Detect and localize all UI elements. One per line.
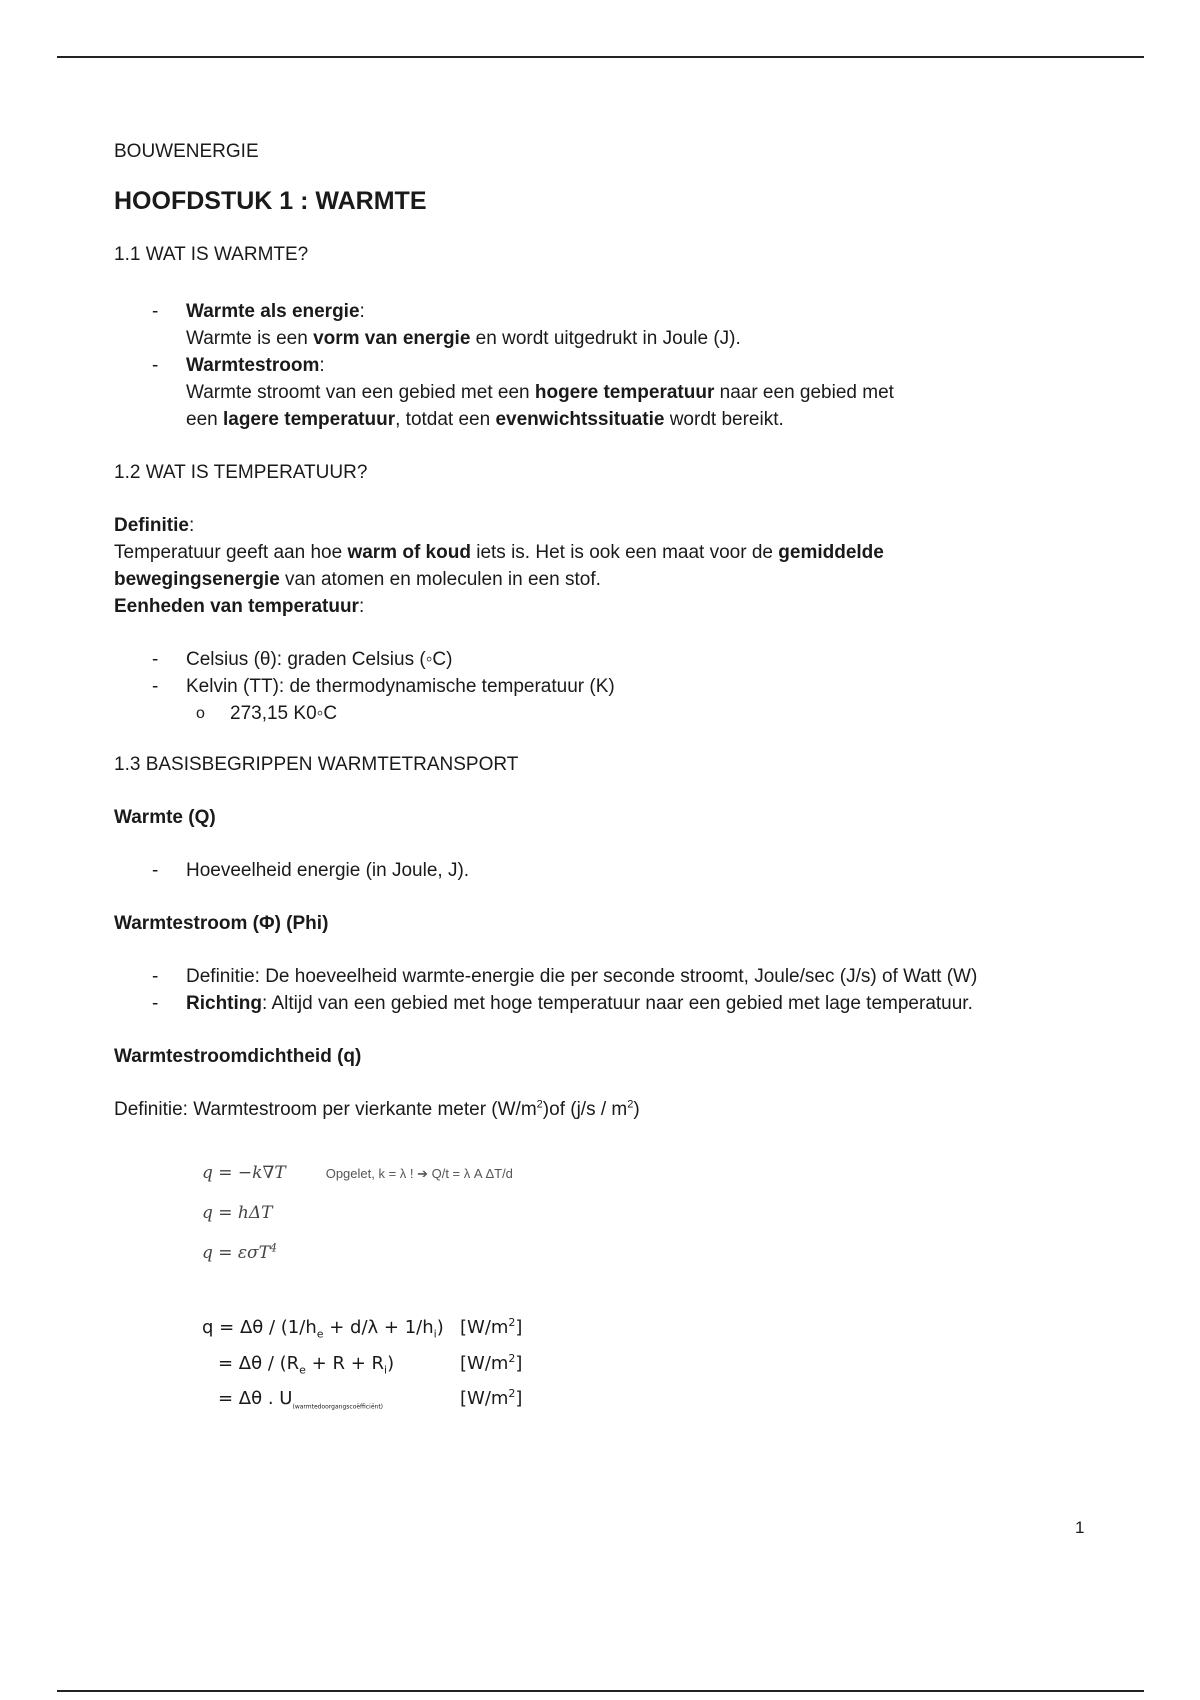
bold-text: Definitie — [114, 515, 189, 536]
text: ) — [633, 1099, 640, 1120]
text: Warmte stroomt van een gebied met een — [186, 382, 535, 403]
text: Warmte is een — [186, 328, 314, 349]
section-heading-1-2: 1.2 WAT IS TEMPERATUUR? — [114, 462, 368, 483]
text: naar een gebied met — [714, 382, 894, 403]
warmtestroom-list — [114, 963, 1114, 1017]
eq-text: + d/λ + 1/h — [323, 1317, 434, 1338]
formula: q = hΔT — [202, 1202, 273, 1223]
eq-text: ) — [387, 1352, 395, 1374]
formula: q = εσT — [202, 1242, 270, 1263]
superscript: 2 — [508, 1316, 516, 1329]
colon: : — [359, 301, 365, 322]
page-number: 1 — [1075, 1518, 1085, 1537]
colon: : — [358, 596, 365, 617]
eq-text: q = Δθ / (1/h — [202, 1317, 317, 1338]
text: wordt bereikt. — [664, 409, 784, 430]
list-item — [152, 352, 1114, 433]
text: een — [186, 409, 223, 430]
text: en wordt uitgedrukt in Joule (J). — [470, 328, 741, 349]
list-item: - Definitie: De hoeveelheid warmte-energie die per seconde stroomt, Joule/sec (J/s) of Watt (W) — [152, 963, 1114, 990]
definition-label — [114, 512, 1114, 539]
formula-convection — [202, 1193, 1114, 1233]
equation-block — [202, 1313, 1114, 1422]
temperature-units-list — [114, 646, 1114, 727]
colon: : — [319, 355, 325, 376]
colon: : — [188, 515, 195, 536]
bold-text: hogere temperatuur — [534, 382, 715, 403]
text: Definitie: Warmtestroom per vierkante meter (W/m — [114, 1099, 537, 1120]
section-heading-1-1: 1.1 WAT IS WARMTE? — [114, 244, 309, 265]
eq-text: = Δθ / (R — [218, 1352, 300, 1374]
unit: [W/m — [460, 1317, 509, 1338]
list-item — [152, 298, 1114, 352]
equation-row — [202, 1384, 1114, 1422]
exponent: 4 — [270, 1240, 277, 1254]
subscript: e — [299, 1363, 306, 1377]
text: Temperatuur geeft aan hoe — [114, 542, 348, 563]
units-label — [114, 593, 1114, 620]
text: )of (j/s / m — [542, 1099, 628, 1120]
bold-text: lagere temperatuur — [222, 409, 396, 430]
bullet-label: Warmte als energie — [186, 301, 360, 322]
sub-list-item: o 273,15 K0◦C — [196, 700, 1114, 727]
superscript: 2 — [536, 1098, 543, 1111]
chapter-title: HOOFDSTUK 1 : WARMTE — [114, 187, 427, 215]
bold-text: Eenheden van temperatuur — [114, 596, 359, 617]
density-definition — [114, 1096, 1114, 1123]
subheading-warmtestroomdichtheid: Warmtestroomdichtheid (q) — [114, 1046, 362, 1067]
unit: ] — [515, 1352, 523, 1374]
subscript: (warmtedoorgangscoëfficiënt) — [292, 1403, 384, 1411]
formula: q = −k∇T — [202, 1162, 286, 1183]
bold-text: warm of koud — [347, 542, 471, 563]
bold-text: evenwichtssituatie — [495, 409, 665, 430]
text: : Altijd van een gebied met hoge temperatuur naar een gebied met lage temperatuur. — [262, 993, 973, 1014]
section-heading-1-3: 1.3 BASISBEGRIPPEN WARMTETRANSPORT — [114, 754, 519, 775]
subscript: i — [384, 1363, 388, 1377]
warmte-list — [114, 857, 1114, 884]
unit: ] — [515, 1317, 523, 1338]
document-body — [114, 138, 1114, 1422]
bullet-label: Warmtestroom — [186, 355, 320, 376]
eq-text: = Δθ . U — [218, 1388, 293, 1410]
text: , totdat een — [395, 409, 496, 430]
warmte-bullets — [114, 298, 1114, 433]
list-item — [152, 990, 1114, 1017]
bold-text: gemiddelde — [778, 542, 884, 563]
formula-note: Opgelet, k = λ ! ➔ Q/t = λ A ΔT/d — [325, 1165, 513, 1181]
formula-radiation — [202, 1233, 1114, 1273]
header-rule — [57, 56, 1144, 58]
superscript: 2 — [627, 1098, 634, 1111]
bold-text: vorm van energie — [313, 328, 471, 349]
superscript: 2 — [508, 1387, 516, 1401]
eq-text: + R + R — [305, 1352, 385, 1374]
text: van atomen en moleculen in een stof. — [279, 569, 601, 590]
formula-block — [202, 1153, 1114, 1273]
subheading-warmtestroom: Warmtestroom (Φ) (Phi) — [114, 913, 329, 934]
unit: ] — [515, 1388, 523, 1410]
equation-row — [202, 1349, 1114, 1385]
list-item: - Celsius (θ): graden Celsius (◦C) — [152, 646, 1114, 673]
sub-list — [152, 700, 1114, 727]
unit: [W/m — [460, 1352, 509, 1374]
bold-text: bewegingsenergie — [114, 569, 280, 590]
subscript: i — [433, 1327, 437, 1341]
equation-row — [202, 1313, 1114, 1349]
superscript: 2 — [508, 1351, 516, 1365]
bold-text: Richting — [186, 993, 262, 1014]
footer-rule — [57, 1690, 1144, 1692]
list-item — [152, 700, 1114, 727]
subheading-warmte: Warmte (Q) — [114, 807, 216, 828]
definition-text — [114, 539, 1114, 593]
course-name: BOUWENERGIE — [114, 141, 259, 162]
list-item: - Hoeveelheid energie (in Joule, J). — [152, 857, 1114, 884]
unit: [W/m — [460, 1388, 509, 1410]
text: iets is. Het is ook een maat voor de — [470, 542, 779, 563]
formula-conduction — [202, 1153, 1114, 1193]
eq-text: ) — [436, 1317, 444, 1338]
list-item: - Kelvin (TT): de thermodynamische temperatuur (K) — [152, 673, 1114, 700]
subscript: e — [316, 1327, 324, 1341]
